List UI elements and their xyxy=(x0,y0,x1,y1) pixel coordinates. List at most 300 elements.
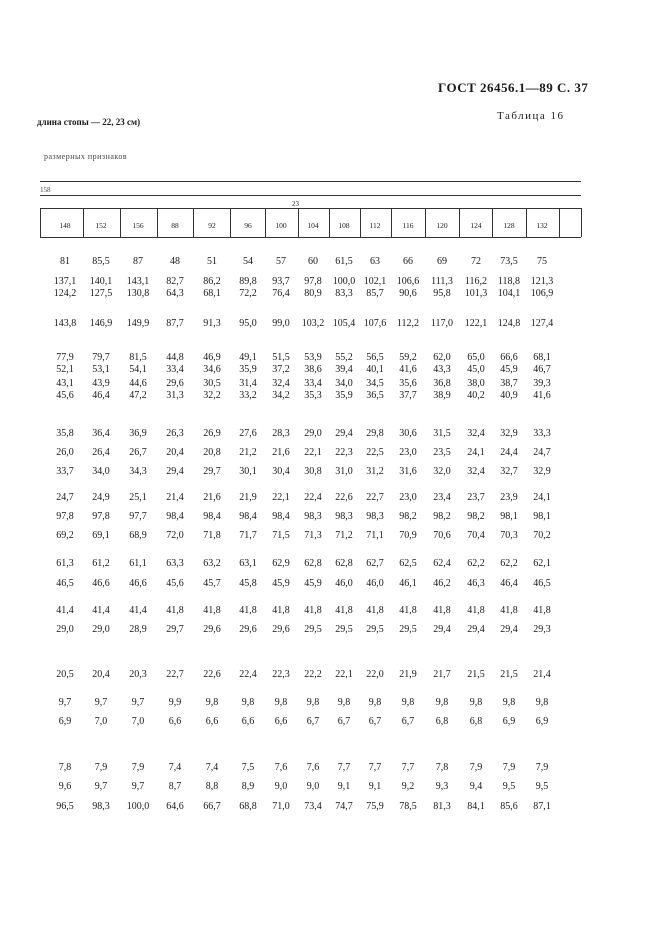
column-header: 88 xyxy=(171,221,179,230)
table-cell: 29,4 xyxy=(335,428,353,439)
table-cell: 52,1 xyxy=(56,364,74,375)
table-cell: 68,9 xyxy=(129,530,147,541)
table-cell: 85,7 xyxy=(366,288,384,299)
table-cell: 65,0 xyxy=(467,352,485,363)
table-cell: 35,6 xyxy=(399,378,417,389)
table-cell: 48 xyxy=(170,256,180,267)
table-subtitle: длина стопы — 22, 23 см) xyxy=(37,117,141,127)
table-cell: 71,5 xyxy=(272,530,290,541)
table-cell: 35,9 xyxy=(335,390,353,401)
table-cell: 23,0 xyxy=(399,447,417,458)
table-cell: 106,9 xyxy=(530,288,554,299)
table-cell: 41,8 xyxy=(399,605,417,616)
table-cell: 9,5 xyxy=(502,781,516,792)
table-cell: 33,3 xyxy=(533,428,551,439)
table-row xyxy=(40,624,581,636)
table-cell: 32,0 xyxy=(433,466,451,477)
table-row xyxy=(40,428,581,440)
table-cell: 49,1 xyxy=(239,352,257,363)
table-cell: 40,2 xyxy=(467,390,485,401)
table-cell: 29,6 xyxy=(239,624,257,635)
table-cell: 29,5 xyxy=(335,624,353,635)
table-cell: 96,5 xyxy=(56,801,74,812)
rule-group xyxy=(40,208,581,209)
table-cell: 35,3 xyxy=(304,390,322,401)
table-cell: 21,4 xyxy=(166,492,184,503)
table-cell: 9,9 xyxy=(168,697,182,708)
table-cell: 76,4 xyxy=(272,288,290,299)
signs-label: размерных признаков xyxy=(44,152,128,161)
table-cell: 20,3 xyxy=(129,669,147,680)
table-cell: 35,9 xyxy=(239,364,257,375)
table-cell: 85,6 xyxy=(500,801,518,812)
table-cell: 60 xyxy=(308,256,318,267)
table-row xyxy=(40,318,581,330)
table-cell: 71,0 xyxy=(272,801,290,812)
table-cell: 41,8 xyxy=(533,605,551,616)
table-cell: 20,4 xyxy=(166,447,184,458)
column-divider xyxy=(459,208,460,237)
table-cell: 27,6 xyxy=(239,428,257,439)
table-row xyxy=(40,669,581,681)
table-cell: 22,2 xyxy=(304,669,322,680)
column-header: 124 xyxy=(470,221,482,230)
table-cell: 44,6 xyxy=(129,378,147,389)
table-cell: 32,4 xyxy=(467,466,485,477)
table-cell: 23,4 xyxy=(433,492,451,503)
table-row xyxy=(40,530,581,542)
table-cell: 31,4 xyxy=(239,378,257,389)
table-cell: 39,4 xyxy=(335,364,353,375)
table-cell: 9,8 xyxy=(401,697,415,708)
table-cell: 6,6 xyxy=(241,716,255,727)
table-cell: 9,1 xyxy=(337,781,351,792)
column-divider xyxy=(492,208,493,237)
table-cell: 29,5 xyxy=(399,624,417,635)
table-cell: 8,7 xyxy=(168,781,182,792)
table-cell: 46,5 xyxy=(533,578,551,589)
table-cell: 7,0 xyxy=(131,716,145,727)
table-cell: 32,2 xyxy=(203,390,221,401)
table-cell: 9,4 xyxy=(469,781,483,792)
table-cell: 7,9 xyxy=(94,762,108,773)
table-cell: 62,1 xyxy=(533,558,551,569)
table-cell: 36,9 xyxy=(129,428,147,439)
table-cell: 46,4 xyxy=(500,578,518,589)
table-cell: 9,8 xyxy=(306,697,320,708)
table-cell: 20,8 xyxy=(203,447,221,458)
table-cell: 98,2 xyxy=(467,511,485,522)
table-cell: 66 xyxy=(403,256,413,267)
column-header: 96 xyxy=(244,221,252,230)
table-cell: 29,8 xyxy=(366,428,384,439)
table-cell: 36,5 xyxy=(366,390,384,401)
table-cell: 101,3 xyxy=(464,288,488,299)
table-cell: 75 xyxy=(537,256,547,267)
table-cell: 22,1 xyxy=(304,447,322,458)
table-cell: 21,5 xyxy=(500,669,518,680)
table-cell: 41,8 xyxy=(203,605,221,616)
table-cell: 7,9 xyxy=(131,762,145,773)
table-cell: 6,6 xyxy=(205,716,219,727)
table-cell: 130,8 xyxy=(126,288,150,299)
table-cell: 104,1 xyxy=(497,288,521,299)
table-cell: 68,8 xyxy=(239,801,257,812)
table-cell: 68,1 xyxy=(533,352,551,363)
label-23: 23 xyxy=(292,200,299,208)
table-cell: 21,9 xyxy=(239,492,257,503)
table-cell: 112,2 xyxy=(396,318,420,329)
table-cell: 6,7 xyxy=(306,716,320,727)
table-cell: 80,9 xyxy=(304,288,322,299)
table-cell: 38,0 xyxy=(467,378,485,389)
table-cell: 116,2 xyxy=(464,276,488,287)
table-cell: 7,6 xyxy=(274,762,288,773)
table-cell: 117,0 xyxy=(430,318,454,329)
table-cell: 31,6 xyxy=(399,466,417,477)
table-cell: 21,9 xyxy=(399,669,417,680)
table-cell: 29,4 xyxy=(433,624,451,635)
table-cell: 111,3 xyxy=(431,276,453,287)
table-cell: 9,8 xyxy=(535,697,549,708)
table-cell: 30,4 xyxy=(272,466,290,477)
table-cell: 37,7 xyxy=(399,390,417,401)
table-cell: 46,0 xyxy=(335,578,353,589)
table-cell: 9,7 xyxy=(131,697,145,708)
table-cell: 62,8 xyxy=(304,558,322,569)
table-cell: 29,6 xyxy=(203,624,221,635)
table-cell: 7,9 xyxy=(469,762,483,773)
table-cell: 34,0 xyxy=(92,466,110,477)
table-cell: 61,1 xyxy=(129,558,147,569)
table-cell: 59,2 xyxy=(399,352,417,363)
column-divider xyxy=(581,208,582,237)
table-cell: 23,7 xyxy=(467,492,485,503)
table-number: Таблица 16 xyxy=(497,110,565,122)
table-cell: 62,7 xyxy=(366,558,384,569)
table-cell: 41,8 xyxy=(500,605,518,616)
table-row xyxy=(40,697,581,709)
table-cell: 63 xyxy=(370,256,380,267)
table-cell: 6,9 xyxy=(535,716,549,727)
table-cell: 29,5 xyxy=(304,624,322,635)
table-cell: 140,1 xyxy=(89,276,113,287)
table-cell: 9,6 xyxy=(58,781,72,792)
table-cell: 7,9 xyxy=(502,762,516,773)
table-cell: 41,8 xyxy=(366,605,384,616)
table-cell: 7,4 xyxy=(205,762,219,773)
table-cell: 22,6 xyxy=(203,669,221,680)
table-cell: 36,8 xyxy=(433,378,451,389)
table-cell: 22,4 xyxy=(304,492,322,503)
table-cell: 61,3 xyxy=(56,558,74,569)
table-cell: 62,8 xyxy=(335,558,353,569)
table-cell: 41,8 xyxy=(239,605,257,616)
table-cell: 26,0 xyxy=(56,447,74,458)
table-cell: 33,4 xyxy=(304,378,322,389)
table-cell: 69,2 xyxy=(56,530,74,541)
table-cell: 61,2 xyxy=(92,558,110,569)
table-cell: 23,9 xyxy=(500,492,518,503)
table-cell: 34,2 xyxy=(272,390,290,401)
column-divider xyxy=(230,208,231,237)
column-header: 108 xyxy=(338,221,350,230)
table-cell: 45,9 xyxy=(304,578,322,589)
table-cell: 21,6 xyxy=(203,492,221,503)
table-cell: 36,4 xyxy=(92,428,110,439)
table-cell: 7,7 xyxy=(337,762,351,773)
table-cell: 29,4 xyxy=(166,466,184,477)
column-header: 152 xyxy=(95,221,107,230)
column-header: 156 xyxy=(132,221,144,230)
column-header: 132 xyxy=(536,221,548,230)
table-cell: 6,7 xyxy=(368,716,382,727)
table-cell: 32,7 xyxy=(500,466,518,477)
table-row xyxy=(40,288,581,300)
table-cell: 62,2 xyxy=(467,558,485,569)
table-cell: 6,6 xyxy=(168,716,182,727)
table-cell: 46,4 xyxy=(92,390,110,401)
table-cell: 9,7 xyxy=(131,781,145,792)
table-cell: 30,8 xyxy=(304,466,322,477)
table-cell: 46,6 xyxy=(92,578,110,589)
table-cell: 66,6 xyxy=(500,352,518,363)
table-cell: 21,6 xyxy=(272,447,290,458)
table-cell: 9,2 xyxy=(401,781,415,792)
table-cell: 41,4 xyxy=(129,605,147,616)
table-cell: 35,8 xyxy=(56,428,74,439)
table-cell: 99,0 xyxy=(272,318,290,329)
table-cell: 24,7 xyxy=(533,447,551,458)
table-cell: 26,7 xyxy=(129,447,147,458)
table-cell: 61,5 xyxy=(335,256,353,267)
table-cell: 79,7 xyxy=(92,352,110,363)
table-cell: 9,8 xyxy=(205,697,219,708)
table-cell: 26,9 xyxy=(203,428,221,439)
column-divider xyxy=(526,208,527,237)
table-cell: 87,1 xyxy=(533,801,551,812)
table-cell: 31,5 xyxy=(433,428,451,439)
table-row xyxy=(40,578,581,590)
table-cell: 9,7 xyxy=(94,697,108,708)
table-cell: 97,8 xyxy=(56,511,74,522)
table-cell: 32,4 xyxy=(272,378,290,389)
table-cell: 71,7 xyxy=(239,530,257,541)
table-cell: 82,7 xyxy=(166,276,184,287)
table-cell: 118,8 xyxy=(497,276,521,287)
table-cell: 98,2 xyxy=(433,511,451,522)
column-header: 148 xyxy=(59,221,71,230)
column-header: 104 xyxy=(307,221,319,230)
table-cell: 22,0 xyxy=(366,669,384,680)
table-cell: 41,8 xyxy=(467,605,485,616)
table-cell: 30,1 xyxy=(239,466,257,477)
table-row xyxy=(40,390,581,402)
table-cell: 143,8 xyxy=(53,318,77,329)
table-row xyxy=(40,511,581,523)
table-row xyxy=(40,716,581,728)
table-cell: 32,9 xyxy=(500,428,518,439)
table-cell: 98,4 xyxy=(239,511,257,522)
table-cell: 64,6 xyxy=(166,801,184,812)
table-cell: 29,0 xyxy=(92,624,110,635)
table-cell: 72,2 xyxy=(239,288,257,299)
table-cell: 45,0 xyxy=(467,364,485,375)
table-row xyxy=(40,605,581,617)
table-row xyxy=(40,762,581,774)
table-cell: 22,7 xyxy=(166,669,184,680)
column-header: 112 xyxy=(369,221,381,230)
table-cell: 51,5 xyxy=(272,352,290,363)
table-cell: 20,5 xyxy=(56,669,74,680)
table-cell: 87 xyxy=(133,256,143,267)
column-divider xyxy=(120,208,121,237)
table-cell: 71,3 xyxy=(304,530,322,541)
table-cell: 22,7 xyxy=(366,492,384,503)
table-cell: 149,9 xyxy=(126,318,150,329)
table-cell: 137,1 xyxy=(53,276,77,287)
table-cell: 26,4 xyxy=(92,447,110,458)
table-cell: 102,1 xyxy=(363,276,387,287)
table-cell: 8,9 xyxy=(241,781,255,792)
column-divider xyxy=(193,208,194,237)
table-row xyxy=(40,447,581,459)
table-cell: 46,1 xyxy=(399,578,417,589)
table-cell: 44,8 xyxy=(166,352,184,363)
document-header: ГОСТ 26456.1—89 С. 37 xyxy=(438,80,589,95)
table-cell: 21,7 xyxy=(433,669,451,680)
table-cell: 64,3 xyxy=(166,288,184,299)
column-headers xyxy=(40,215,581,237)
table-cell: 22,1 xyxy=(335,669,353,680)
column-header: 128 xyxy=(503,221,515,230)
table-cell: 97,8 xyxy=(92,511,110,522)
table-cell: 127,4 xyxy=(530,318,554,329)
table-cell: 53,9 xyxy=(304,352,322,363)
table-cell: 28,3 xyxy=(272,428,290,439)
table-row xyxy=(40,352,581,364)
table-cell: 9,5 xyxy=(535,781,549,792)
table-cell: 9,8 xyxy=(435,697,449,708)
table-row xyxy=(40,378,581,390)
table-cell: 29,4 xyxy=(467,624,485,635)
table-cell: 23,0 xyxy=(399,492,417,503)
table-cell: 63,1 xyxy=(239,558,257,569)
table-cell: 39,3 xyxy=(533,378,551,389)
table-cell: 97,7 xyxy=(129,511,147,522)
table-cell: 93,7 xyxy=(272,276,290,287)
table-cell: 29,4 xyxy=(500,624,518,635)
table-cell: 7,8 xyxy=(435,762,449,773)
table-cell: 74,7 xyxy=(335,801,353,812)
column-header: 92 xyxy=(208,221,216,230)
table-cell: 45,7 xyxy=(203,578,221,589)
table-cell: 106,6 xyxy=(396,276,420,287)
table-cell: 73,4 xyxy=(304,801,322,812)
table-row xyxy=(40,466,581,478)
table-cell: 8,8 xyxy=(205,781,219,792)
table-cell: 87,7 xyxy=(166,318,184,329)
table-cell: 41,8 xyxy=(433,605,451,616)
table-cell: 34,3 xyxy=(129,466,147,477)
table-cell: 6,7 xyxy=(337,716,351,727)
table-cell: 33,4 xyxy=(166,364,184,375)
table-cell: 95,8 xyxy=(433,288,451,299)
table-cell: 41,8 xyxy=(304,605,322,616)
table-cell: 9,8 xyxy=(337,697,351,708)
table-cell: 70,3 xyxy=(500,530,518,541)
column-divider xyxy=(360,208,361,237)
table-cell: 33,2 xyxy=(239,390,257,401)
table-cell: 47,2 xyxy=(129,390,147,401)
table-cell: 81,5 xyxy=(129,352,147,363)
column-divider xyxy=(329,208,330,237)
table-cell: 85,5 xyxy=(92,256,110,267)
table-cell: 98,3 xyxy=(304,511,322,522)
table-cell: 98,1 xyxy=(500,511,518,522)
table-row xyxy=(40,364,581,376)
table-cell: 28,9 xyxy=(129,624,147,635)
table-cell: 34,0 xyxy=(335,378,353,389)
table-cell: 45,9 xyxy=(272,578,290,589)
table-cell: 24,7 xyxy=(56,492,74,503)
table-cell: 9,7 xyxy=(58,697,72,708)
table-row xyxy=(40,558,581,570)
column-divider xyxy=(40,208,41,237)
table-row xyxy=(40,801,581,813)
table-cell: 24,4 xyxy=(500,447,518,458)
table-cell: 78,5 xyxy=(399,801,417,812)
table-cell: 7,7 xyxy=(368,762,382,773)
rule-top xyxy=(40,181,581,182)
table-cell: 6,8 xyxy=(435,716,449,727)
table-cell: 121,3 xyxy=(530,276,554,287)
table-row xyxy=(40,276,581,288)
table-cell: 7,5 xyxy=(241,762,255,773)
table-cell: 41,8 xyxy=(272,605,290,616)
table-cell: 7,7 xyxy=(401,762,415,773)
table-cell: 9,8 xyxy=(241,697,255,708)
table-cell: 84,1 xyxy=(467,801,485,812)
table-cell: 9,1 xyxy=(368,781,382,792)
table-cell: 9,8 xyxy=(502,697,516,708)
table-cell: 57 xyxy=(276,256,286,267)
table-cell: 43,1 xyxy=(56,378,74,389)
table-cell: 45,6 xyxy=(166,578,184,589)
table-cell: 22,3 xyxy=(335,447,353,458)
table-cell: 9,8 xyxy=(469,697,483,708)
table-cell: 34,5 xyxy=(366,378,384,389)
table-cell: 7,0 xyxy=(94,716,108,727)
column-divider xyxy=(157,208,158,237)
table-cell: 98,2 xyxy=(399,511,417,522)
table-cell: 63,2 xyxy=(203,558,221,569)
table-cell: 30,5 xyxy=(203,378,221,389)
table-cell: 54 xyxy=(243,256,253,267)
column-divider xyxy=(391,208,392,237)
table-cell: 41,8 xyxy=(166,605,184,616)
table-cell: 71,8 xyxy=(203,530,221,541)
column-divider xyxy=(298,208,299,237)
label-158: 158 xyxy=(40,186,51,194)
rule-mid xyxy=(40,195,581,196)
table-cell: 26,3 xyxy=(166,428,184,439)
table-cell: 46,2 xyxy=(433,578,451,589)
table-cell: 70,2 xyxy=(533,530,551,541)
table-cell: 71,2 xyxy=(335,530,353,541)
table-cell: 38,7 xyxy=(500,378,518,389)
table-cell: 9,0 xyxy=(274,781,288,792)
